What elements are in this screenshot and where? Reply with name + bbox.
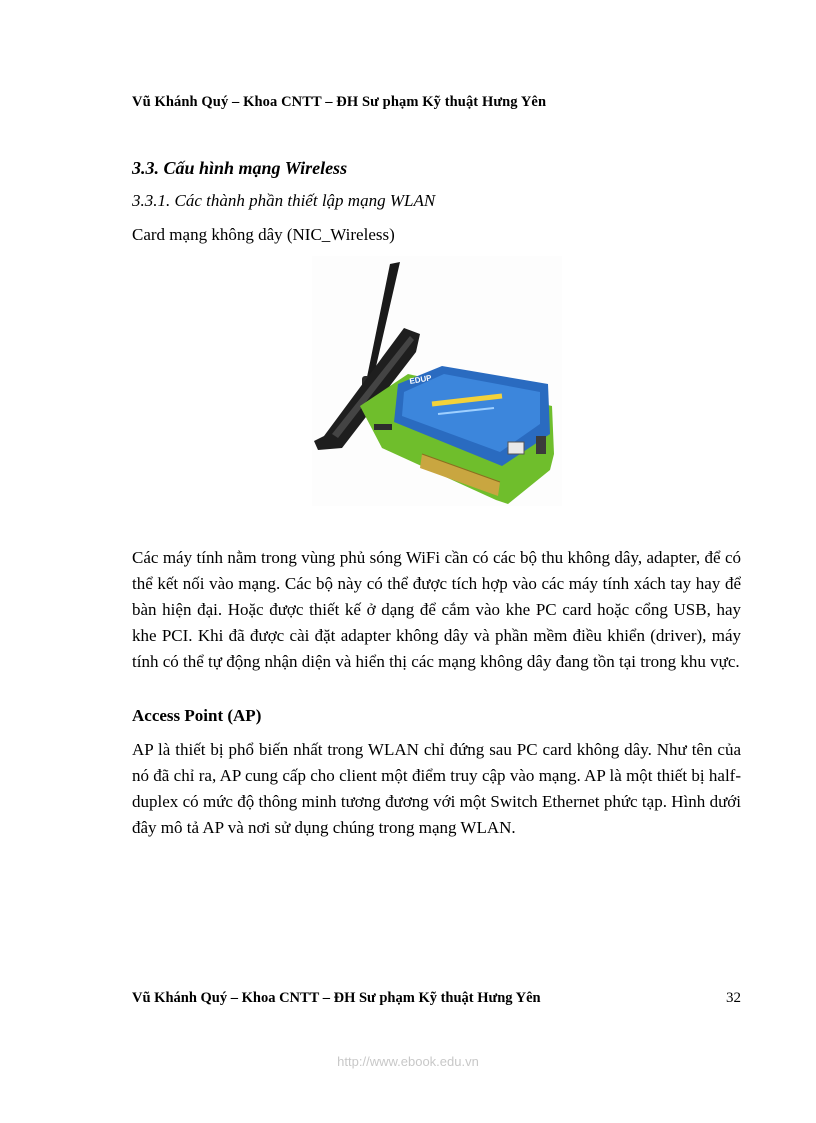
section-title: 3.3. Cấu hình mạng Wireless [132,158,348,178]
access-point-heading: Access Point (AP) [132,706,262,725]
watermark-link[interactable]: http://www.ebook.edu.vn [337,1054,479,1069]
card-caption: Card mạng không dây (NIC_Wireless) [132,225,395,244]
page-number: 32 [726,990,741,1006]
wireless-card-image [312,256,562,506]
wireless-card-figure [312,256,562,506]
page-footer: Vũ Khánh Quý – Khoa CNTT – ĐH Sư phạm Kỹ thuật Hưng Yên [132,990,541,1006]
subsection-title: 3.3.1. Các thành phần thiết lập mạng WLAN [132,191,436,210]
page-header: Vũ Khánh Quý – Khoa CNTT – ĐH Sư phạm Kỹ thuật Hưng Yên [132,94,547,110]
paragraph-adapters: Các máy tính nằm trong vùng phủ sóng WiFi cần có các bộ thu không dây, adapter, để có thể kết nối vào mạng. Các bộ này có thể được tích hợp vào các máy tính xách tay hay để bàn hiện đại. Hoặc được thiết kế ở dạng để cắm vào khe PC card hoặc cổng USB, hay khe PCI. Khi đã được cài đặt adapter không dây và phần mềm điều khiển (driver), máy tính có thể tự động nhận diện và hiển thị các mạng không dây đang tồn tại trong khu vực. [132,548,741,671]
paragraph-access-point: AP là thiết bị phổ biến nhất trong WLAN chỉ đứng sau PC card không dây. Như tên của nó đã chỉ ra, AP cung cấp cho client một điểm truy cập vào mạng. AP là một thiết bị half-duplex có mức độ thông minh tương đương với một Switch Ethernet phức tạp. Hình dưới đây mô tả AP và nơi sử dụng chúng trong mạng WLAN. [132,740,741,837]
card-brand-label: EDUP [408,373,433,386]
